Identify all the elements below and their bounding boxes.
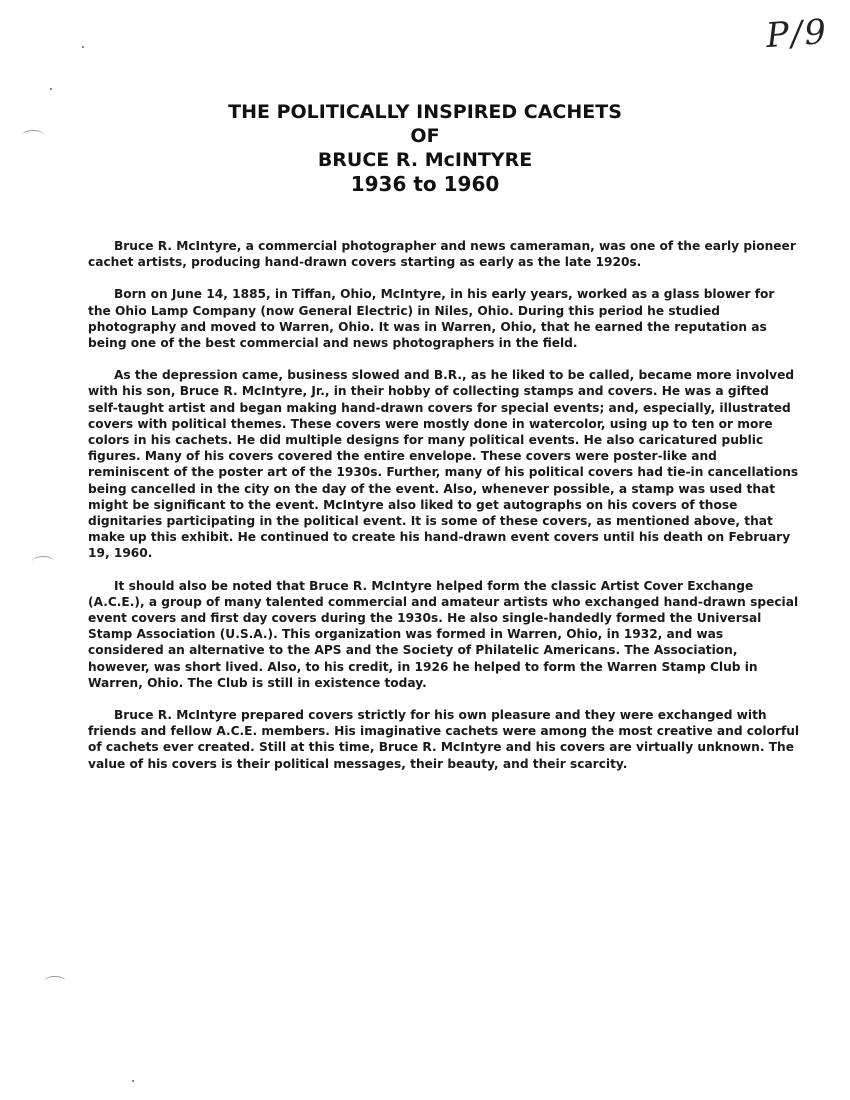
- speck: [50, 88, 52, 90]
- paragraph-legacy: Bruce R. McIntyre prepared covers strictly for his own pleasure and they were exchanged with friends and fellow A.C.E. members. His imaginative cachets were among the most creative and colorful of cachets ever created. Still at this time, Bruce R. McIntyre and his covers are virtually unknown. The value of his covers is their political messages, their beauty, and their scarcity.: [88, 708, 800, 771]
- punch-hole-mark-bottom: [44, 976, 66, 987]
- title-line-1: THE POLITICALLY INSPIRED CACHETS: [228, 101, 622, 123]
- handwritten-page-number: P/9: [764, 11, 830, 57]
- punch-hole-mark-middle: [32, 556, 54, 567]
- paragraph-organizations: It should also be noted that Bruce R. McIntyre helped form the classic Artist Cover Exchange (A.C.E.), a group of many talented commercial and amateur artists who exchanged hand-drawn special event covers and first day covers during the 1930s. He also single-handedly formed the Universal Stamp Association (U.S.A.). This organization was formed in Warren, Ohio, in 1932, and was considered an alternative to the APS and the Society of Philatelic Americans. The Association, however, was short lived. Also, to his credit, in 1926 he helped to form the Warren Stamp Club in Warren, Ohio. The Club is still in existence today.: [88, 578, 799, 690]
- paragraph-intro: Bruce R. McIntyre, a commercial photographer and news cameraman, was one of the early pioneer cachet artists, producing hand-drawn covers starting as early as the late 1920s.: [88, 239, 796, 270]
- speck: [82, 46, 84, 48]
- title-line-2: OF: [410, 125, 440, 147]
- title-line-3: BRUCE R. McINTYRE: [317, 149, 533, 171]
- paragraph-cachet-work: As the depression came, business slowed and B.R., as he liked to be called, became more involved with his son, Bruce R. McIntyre, Jr., in their hobby of collecting stamps and covers. He was a gifted self-taught artist and began making hand-drawn covers for special events; and, especially, illustrated covers with political themes. These covers were mostly done in watercolor, using up to ten or more colors in his cachets. He did multiple designs for many political events. He also caricatured public figures. Many of his covers covered the entire envelope. These covers were poster-like and reminiscent of the poster art of the 1930s. Further, many of his political covers had tie-in cancellations being cancelled in the city on the day of the event. Also, whenever possible, a stamp was used that might be significant to the event. McIntyre also liked to get autographs on his covers of those dignitaries participating in the political event. It is some of these covers, as mentioned above, that make up this exhibit. He continued to create his hand-drawn event covers until his death on February 19, 1960.: [88, 368, 799, 561]
- body-text: [88, 238, 800, 788]
- title-line-4: 1936 to 1960: [350, 172, 500, 196]
- speck: [132, 1080, 134, 1082]
- paragraph-early-life: Born on June 14, 1885, in Tiffan, Ohio, McIntyre, in his early years, worked as a glass blower for the Ohio Lamp Company (now General Electric) in Niles, Ohio. During this period he studied photography and moved to Warren, Ohio. It was in Warren, Ohio, that he earned the reputation as being one of the best commercial and news photographers in the field.: [88, 287, 775, 351]
- document-title: [0, 100, 850, 196]
